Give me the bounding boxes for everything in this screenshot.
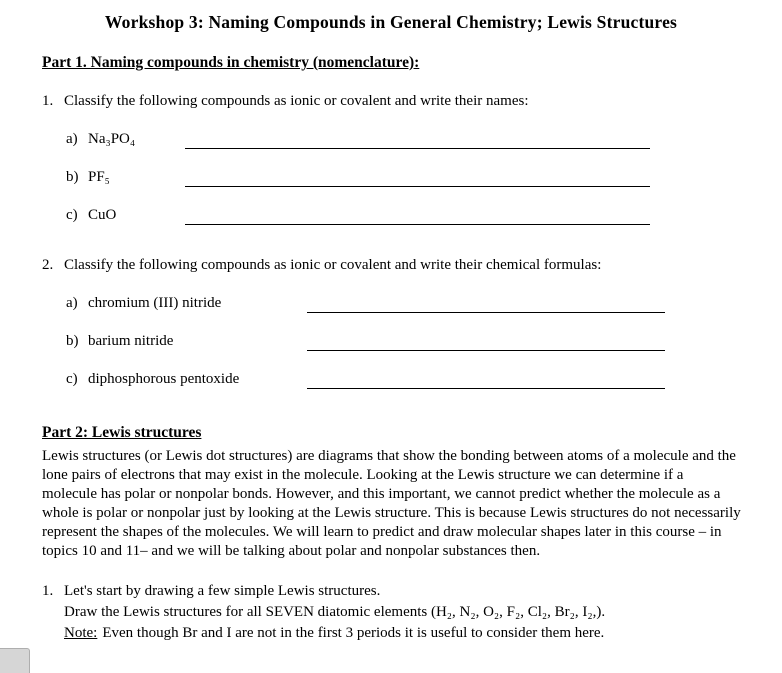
question-item-2b bbox=[66, 331, 740, 351]
note-text: Even though Br and I are not in the first 3 periods it is useful to consider them here. bbox=[102, 625, 605, 641]
part2-question-1 bbox=[42, 581, 740, 644]
question-text: Classify the following compounds as ionic or covalent and write their names: bbox=[64, 93, 529, 109]
part1-heading: Part 1. Naming compounds in chemistry (nomenclature): bbox=[42, 54, 420, 71]
item-label: b) bbox=[66, 169, 79, 185]
part1-question-1 bbox=[42, 91, 740, 111]
note-label: Note: bbox=[64, 625, 98, 641]
part1-question-2 bbox=[42, 255, 740, 275]
question-item-1c bbox=[66, 205, 740, 225]
item-label: c) bbox=[66, 371, 78, 387]
answer-blank[interactable] bbox=[307, 294, 665, 313]
compound-name: diphosphorous pentoxide bbox=[88, 371, 240, 387]
item-label: a) bbox=[66, 295, 78, 311]
compound-formula: PF₅ bbox=[88, 169, 110, 185]
compound-formula: CuO bbox=[88, 207, 117, 223]
answer-blank[interactable] bbox=[185, 130, 650, 149]
document-title: Workshop 3: Naming Compounds in General Chemistry; Lewis Structures bbox=[104, 12, 678, 32]
answer-blank[interactable] bbox=[307, 332, 665, 351]
question-number: 2. bbox=[42, 257, 54, 273]
question-text-block bbox=[64, 581, 740, 644]
question-text: Classify the following compounds as ionic or covalent and write their chemical formulas: bbox=[64, 257, 602, 273]
item-label: a) bbox=[66, 131, 78, 147]
item-label: c) bbox=[66, 207, 78, 223]
compound-formula: Na₃PO₄ bbox=[88, 131, 136, 147]
question-number: 1. bbox=[42, 93, 54, 109]
lewis-intro-paragraph: Lewis structures (or Lewis dot structures) are diagrams that show the bonding between atoms of a molecule and the lone pairs of electrons that may exist in the molecule. Looking at the Lewis structure we can determine if a molecule has polar or nonpolar bonds. However, and this important, we cannot predict whether the molecule as a whole is polar or nonpolar just by looking at the Lewis structure. This is because Lewis structures do not necessarily represent the shapes of the molecules. We will learn to predict and draw molecular shapes later in this course – in topics 10 and 11– and we will be talking about polar and nonpolar substances then. bbox=[42, 448, 741, 559]
item-label: b) bbox=[66, 333, 79, 349]
compound-name: barium nitride bbox=[88, 333, 174, 349]
page-corner-artifact bbox=[0, 648, 30, 673]
lewis-note-line bbox=[64, 623, 740, 644]
answer-blank[interactable] bbox=[185, 206, 650, 225]
question-item-2c bbox=[66, 369, 740, 389]
lewis-instruction-line2: Draw the Lewis structures for all SEVEN diatomic elements (H₂, N₂, O₂, F₂, Cl₂, Br₂, I₂,). bbox=[64, 604, 606, 620]
question-item-1b bbox=[66, 167, 740, 187]
answer-blank[interactable] bbox=[307, 370, 665, 389]
question-item-2a bbox=[66, 293, 740, 313]
answer-blank[interactable] bbox=[185, 168, 650, 187]
question-item-1a bbox=[66, 129, 740, 149]
question-number: 1. bbox=[42, 583, 54, 599]
lewis-instruction-line1: Let's start by drawing a few simple Lewis structures. bbox=[64, 583, 381, 599]
compound-name: chromium (III) nitride bbox=[88, 295, 222, 311]
part2-heading: Part 2: Lewis structures bbox=[42, 424, 202, 441]
